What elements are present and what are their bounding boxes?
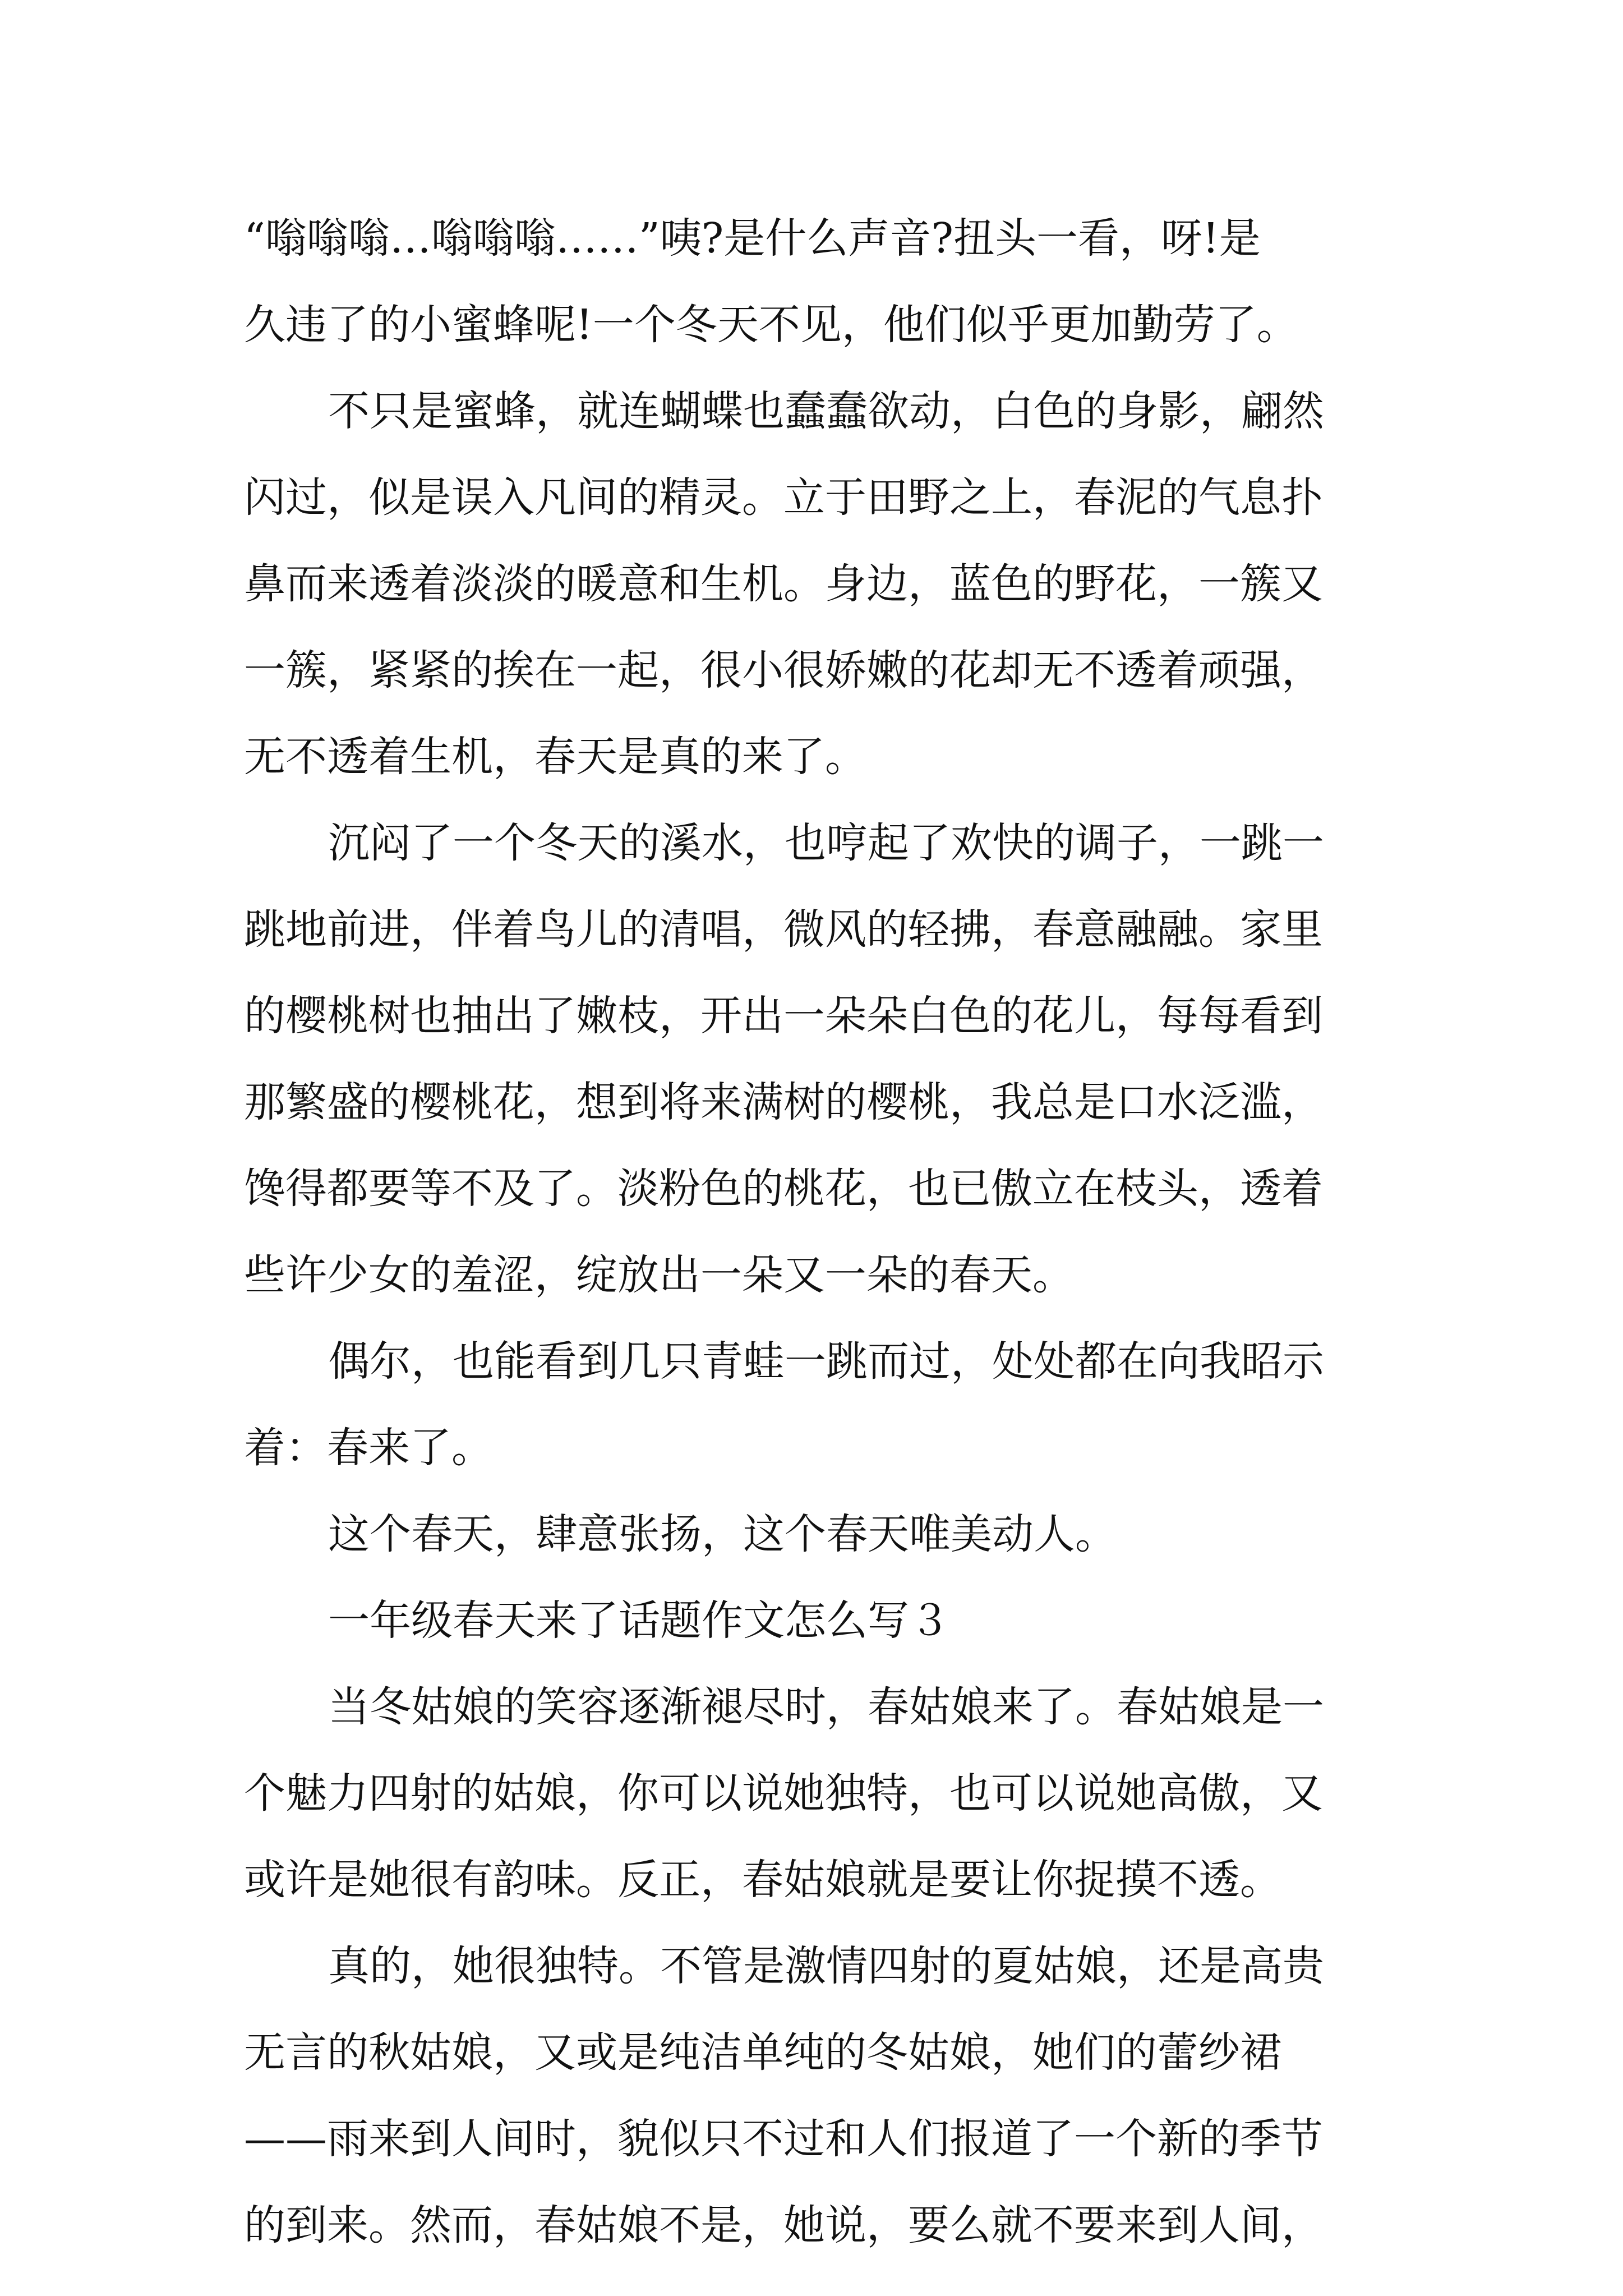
text-line: 无不透着生机，春天是真的来了。 <box>244 733 866 781</box>
text-line: 闪过，似是误入凡间的精灵。立于田野之上，春泥的气息扑 <box>244 473 1323 522</box>
text-line: 些许少女的羞涩，绽放出一朵又一朵的春天。 <box>244 1251 1074 1299</box>
paragraph-1 <box>244 195 1388 368</box>
text-line: “嗡嗡嗡…嗡嗡嗡……”咦?是什么声音?扭头一看，呀!是 <box>244 214 1261 263</box>
text-line: ——雨来到人间时，貌似只不过和人们报道了一个新的季节 <box>244 2115 1323 2163</box>
paragraph-3 <box>244 800 1388 1318</box>
paragraph-4 <box>244 1318 1388 1491</box>
text-line: 着：春来了。 <box>244 1424 493 1472</box>
text-line: 那繁盛的樱桃花，想到将来满树的樱桃，我总是口水泛滥， <box>244 1078 1323 1126</box>
section-heading <box>244 1577 1388 1664</box>
text-line: 沉闷了一个冬天的溪水，也哼起了欢快的调子，一跳一 <box>328 819 1324 867</box>
document-body <box>244 195 1388 2269</box>
text-line: 跳地前进，伴着鸟儿的清唱，微风的轻拂，春意融融。家里 <box>244 905 1323 954</box>
text-line: 无言的秋姑娘，又或是纯洁单纯的冬姑娘，她们的蕾纱裙 <box>244 2028 1281 2077</box>
text-line: 不只是蜜蜂，就连蝴蝶也蠢蠢欲动，白色的身影，翩然 <box>328 387 1324 435</box>
text-line: 个魅力四射的姑娘，你可以说她独特，也可以说她高傲，又 <box>244 1769 1323 1818</box>
heading-line: 一年级春天来了话题作文怎么写３ <box>328 1596 951 1645</box>
paragraph-5 <box>244 1491 1388 1577</box>
text-line: 的到来。然而，春姑娘不是，她说，要么就不要来到人间， <box>244 2201 1323 2249</box>
text-line: 的樱桃树也抽出了嫩枝，开出一朵朵白色的花儿，每每看到 <box>244 992 1323 1040</box>
text-line: 这个春天，肆意张扬，这个春天唯美动人。 <box>328 1510 1117 1558</box>
text-line: 馋得都要等不及了。淡粉色的桃花，也已傲立在枝头，透着 <box>244 1165 1323 1213</box>
text-line: 当冬姑娘的笑容逐渐褪尽时，春姑娘来了。春姑娘是一 <box>328 1683 1324 1731</box>
text-line: 偶尔，也能看到几只青蛙一跳而过，处处都在向我昭示 <box>328 1337 1324 1386</box>
paragraph-7 <box>244 1664 1388 1923</box>
paragraph-8 <box>244 1923 1388 2269</box>
text-line: 一簇，紧紧的挨在一起，很小很娇嫩的花却无不透着顽强， <box>244 646 1323 694</box>
paragraph-2 <box>244 368 1388 800</box>
text-line: 鼻而来透着淡淡的暖意和生机。身边，蓝色的野花，一簇又 <box>244 560 1323 608</box>
text-line: 或许是她很有韵味。反正，春姑娘就是要让你捉摸不透。 <box>244 1856 1281 1904</box>
text-line: 真的，她很独特。不管是激情四射的夏姑娘，还是高贵 <box>328 1942 1324 1990</box>
text-line: 久违了的小蜜蜂呢!一个冬天不见，他们似乎更加勤劳了。 <box>244 301 1298 349</box>
